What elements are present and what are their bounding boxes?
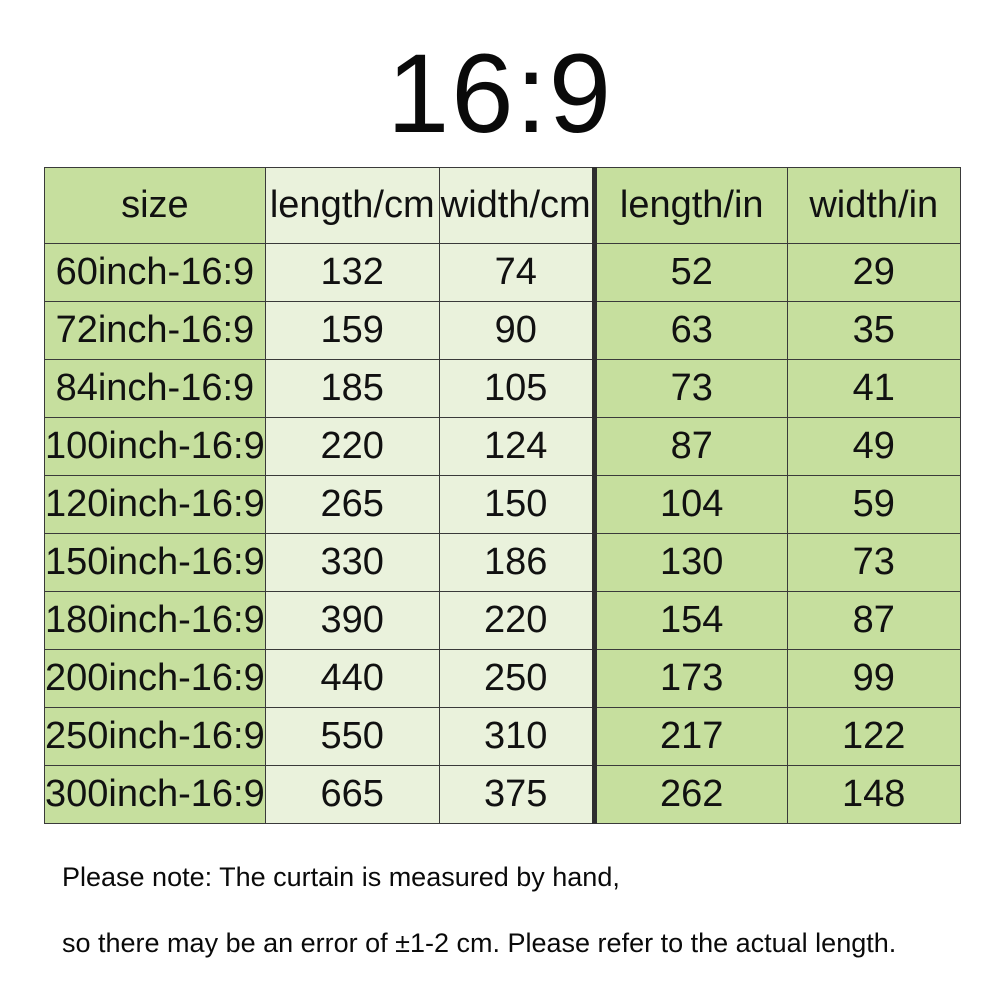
cell-size: 180inch-16:9 <box>45 592 266 650</box>
header-length-in: length/in <box>594 168 787 244</box>
cell-length-cm: 550 <box>265 708 439 766</box>
cell-size: 300inch-16:9 <box>45 766 266 824</box>
cell-width-cm: 310 <box>439 708 594 766</box>
cell-width-in: 73 <box>787 534 960 592</box>
cell-width-cm: 150 <box>439 476 594 534</box>
cell-size: 100inch-16:9 <box>45 418 266 476</box>
cell-length-cm: 265 <box>265 476 439 534</box>
cell-length-cm: 220 <box>265 418 439 476</box>
cell-width-cm: 90 <box>439 302 594 360</box>
cell-size: 60inch-16:9 <box>45 244 266 302</box>
header-width-in: width/in <box>787 168 960 244</box>
cell-length-in: 217 <box>594 708 787 766</box>
cell-length-in: 73 <box>594 360 787 418</box>
cell-size: 84inch-16:9 <box>45 360 266 418</box>
cell-length-cm: 390 <box>265 592 439 650</box>
table-row <box>45 592 961 650</box>
cell-length-cm: 159 <box>265 302 439 360</box>
page-title: 16:9 <box>387 31 613 156</box>
table-header-row <box>45 168 961 244</box>
cell-length-cm: 132 <box>265 244 439 302</box>
table-row <box>45 534 961 592</box>
table-row <box>45 650 961 708</box>
cell-length-in: 52 <box>594 244 787 302</box>
header-size: size <box>45 168 266 244</box>
cell-width-cm: 105 <box>439 360 594 418</box>
size-table <box>44 167 961 824</box>
cell-width-in: 59 <box>787 476 960 534</box>
note-line-1: Please note: The curtain is measured by hand, <box>62 862 620 892</box>
cell-length-cm: 185 <box>265 360 439 418</box>
cell-width-cm: 250 <box>439 650 594 708</box>
cell-length-cm: 330 <box>265 534 439 592</box>
header-length-cm: length/cm <box>265 168 439 244</box>
cell-width-cm: 186 <box>439 534 594 592</box>
table-row <box>45 302 961 360</box>
note-line-2: so there may be an error of ±1-2 cm. Please refer to the actual length. <box>62 928 897 958</box>
cell-length-cm: 440 <box>265 650 439 708</box>
cell-size: 150inch-16:9 <box>45 534 266 592</box>
cell-size: 200inch-16:9 <box>45 650 266 708</box>
cell-width-in: 49 <box>787 418 960 476</box>
cell-width-in: 99 <box>787 650 960 708</box>
cell-width-in: 35 <box>787 302 960 360</box>
cell-width-cm: 74 <box>439 244 594 302</box>
cell-length-in: 104 <box>594 476 787 534</box>
table-row <box>45 766 961 824</box>
cell-width-in: 29 <box>787 244 960 302</box>
table-row <box>45 708 961 766</box>
header-width-cm: width/cm <box>439 168 594 244</box>
cell-length-in: 173 <box>594 650 787 708</box>
cell-width-cm: 124 <box>439 418 594 476</box>
cell-width-cm: 375 <box>439 766 594 824</box>
cell-width-in: 41 <box>787 360 960 418</box>
cell-size: 120inch-16:9 <box>45 476 266 534</box>
cell-length-cm: 665 <box>265 766 439 824</box>
table-row <box>45 476 961 534</box>
table-row <box>45 418 961 476</box>
cell-length-in: 154 <box>594 592 787 650</box>
cell-length-in: 130 <box>594 534 787 592</box>
cell-width-in: 122 <box>787 708 960 766</box>
table-row <box>45 244 961 302</box>
cell-length-in: 63 <box>594 302 787 360</box>
cell-length-in: 87 <box>594 418 787 476</box>
cell-size: 72inch-16:9 <box>45 302 266 360</box>
cell-width-cm: 220 <box>439 592 594 650</box>
cell-width-in: 87 <box>787 592 960 650</box>
table-row <box>45 360 961 418</box>
cell-size: 250inch-16:9 <box>45 708 266 766</box>
cell-width-in: 148 <box>787 766 960 824</box>
cell-length-in: 262 <box>594 766 787 824</box>
